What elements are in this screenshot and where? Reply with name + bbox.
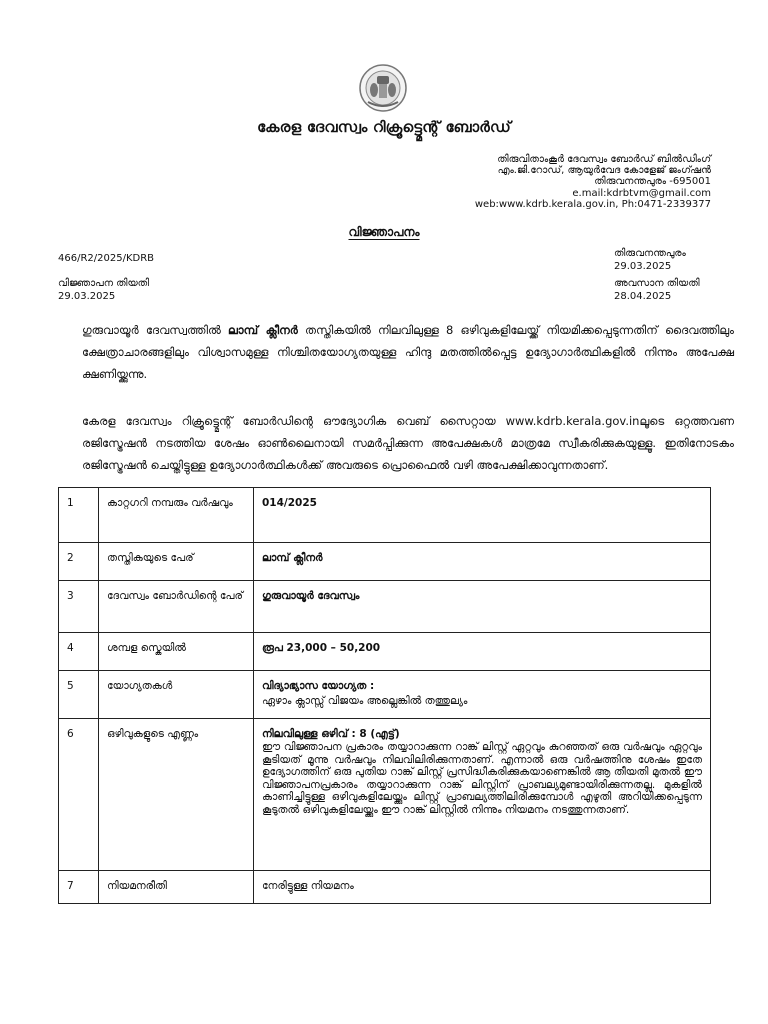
web-phone-line: web:www.kdrb.kerala.gov.in, Ph:0471-2339377: [474, 198, 711, 210]
details-table: [58, 487, 711, 904]
table-row: [59, 488, 711, 543]
notice-date: 29.03.2025: [58, 290, 116, 302]
row-number: 4: [59, 633, 99, 671]
place-date: 29.03.2025: [614, 260, 672, 272]
vacancy-title: നിലവിലുള്ള ഒഴിവ് : 8 (എട്ട്): [262, 728, 400, 740]
table-row: [59, 719, 711, 871]
post-name-inline: ലാമ്പ് ക്ലീനർ: [227, 323, 298, 337]
notice-date-label: വിജ്ഞാപന തിയതി: [58, 278, 149, 289]
registration-paragraph: കേരള ദേവസ്വം റിക്രൂട്ട്മെന്റ് ബോർഡിന്റെ ഔദ്യോഗിക വെബ് സൈറ്റായ www.kdrb.kerala.gov.inലൂടെ ഒറ്റത്തവണ രജിസ്ട്രേഷൻ നടത്തിയ ശേഷം ഓൺലൈനായി സമർപ്പിക്കുന്ന അപേക്ഷകൾ മാത്രമേ സ്വീകരിക്കുകയുള്ളൂ. ഇതിനോടകം രജിസ്ട്രേഷൻ ചെയ്തിട്ടുള്ള ഉദ്യോഗാർത്ഥികൾക്ക് അവരുടെ പ്രൊഫൈൽ വഴി അപേക്ഷിക്കാവുന്നതാണ്.: [82, 414, 734, 472]
row-number: 2: [59, 543, 99, 581]
last-date-block: [614, 278, 700, 303]
place-date-block: [614, 248, 686, 273]
row-label: കാറ്റഗറി നമ്പരും വർഷവും: [99, 488, 254, 543]
row-number: 6: [59, 719, 99, 871]
qualification-title: വിദ്യാഭ്യാസ യോഗ്യത :: [262, 680, 375, 692]
address-block: [475, 154, 711, 210]
address-line: തിരുവനന്തപുരം -695001: [594, 176, 711, 188]
row-label: തസ്തികയുടെ പേര്: [99, 543, 254, 581]
row-label: യോഗ്യതകൾ: [99, 671, 254, 719]
row-value: 014/2025: [254, 488, 711, 543]
last-date: 28.04.2025: [614, 290, 672, 302]
row-value: രൂപ 23,000 – 50,200: [254, 633, 711, 671]
vacancy-text: ഈ വിജ്ഞാപന പ്രകാരം തയ്യാറാക്കുന്ന റാങ്ക് ലിസ്റ്റ് ഏറ്റവും കുറഞ്ഞത് ഒരു വർഷവും ഏറ്റവും കൂടിയത് മൂന്നു വർഷവും നിലവിലിരിക്കുന്നതാണ്. എന്നാൽ ഒരു വർഷത്തിനു ശേഷം ഇതേ ഉദ്യോഗത്തിന് ഒരു പുതിയ റാങ്ക് ലിസ്റ്റ് പ്രസിദ്ധീകരിക്കുകയാണെങ്കിൽ ആ തീയതി മുതൽ ഈ വിജ്ഞാപനപ്രകാരം തയ്യാറാക്കുന്ന റാങ്ക് ലിസ്റ്റിന് പ്രാബല്യമുണ്ടായിരിക്കുന്നതല്ല. മുകളിൽ കാണിച്ചിട്ടുള്ള ഒഴിവുകളിലേയ്ക്കും ലിസ്റ്റ് പ്രാബല്യത്തിലിരിക്കുമ്പോൾ എഴുതി അറിയിക്കപ്പെടുന്ന കൂടുതൽ ഒഴിവുകളിലേയ്ക്കും ഈ റാങ്ക് ലിസ്റ്റിൽ നിന്നും നിയമനം നടത്തുന്നതാണ്.: [262, 741, 702, 816]
intro-paragraph: ഗുരുവായൂർ ദേവസ്വത്തിൽ ലാമ്പ് ക്ലീനർ തസ്തികയിൽ നിലവിലുള്ള 8 ഒഴിവുകളിലേയ്ക്ക് നിയമിക്കപ്പെടുന്നതിന് ദൈവത്തിലും ക്ഷേത്രാചാരങ്ങളിലും വിശ്വാസമുള്ള നിശ്ചിതയോഗ്യതയുള്ള ഹിന്ദു മതത്തിൽപ്പെട്ട ഉദ്യോഗാർത്ഥികളിൽ നിന്നും അപേക്ഷ ക്ഷണിയ്ക്കുന്നു.: [82, 323, 734, 381]
last-date-label: അവസാന തിയതി: [614, 278, 700, 289]
qualification-text: ഏഴാം ക്ലാസ്സ് വിജയം അല്ലെങ്കിൽ തത്തുല്യം: [262, 695, 468, 707]
row-label: ഒഴിവുകളുടെ എണ്ണം: [99, 719, 254, 871]
address-line: തിരുവിതാംകൂർ ദേവസ്വം ബോർഡ് ബിൽഡിംഗ്: [497, 154, 711, 165]
table-row: [59, 633, 711, 671]
row-number: 7: [59, 871, 99, 904]
table-row: [59, 543, 711, 581]
row-number: 5: [59, 671, 99, 719]
place-name: തിരുവനന്തപുരം: [614, 248, 686, 259]
row-value: ഗുരുവായൂർ ദേവസ്വം: [254, 581, 711, 633]
org-title: കേരള ദേവസ്വം റിക്രൂട്ട്മെന്റ് ബോർഡ്: [257, 118, 511, 136]
notice-date-block: [58, 278, 149, 303]
table-row: [59, 871, 711, 904]
row-label: ദേവസ്വം ബോർഡിന്റെ പേര്: [99, 581, 254, 633]
row-value: ലാമ്പ് ക്ലീനർ: [254, 543, 711, 581]
row-number: 3: [59, 581, 99, 633]
row-label: ശമ്പള സ്കെയിൽ: [99, 633, 254, 671]
reference-number: 466/R2/2025/KDRB: [58, 253, 155, 264]
row-value: നേരിട്ടുള്ള നിയമനം: [254, 871, 711, 904]
row-value: [254, 671, 711, 719]
kerala-emblem-icon: [358, 62, 408, 116]
table-row: [59, 671, 711, 719]
row-value: [254, 719, 711, 871]
address-line: എം.ജി.റോഡ്, ആയുർവേദ കോളേജ് ജംഗ്ഷൻ: [497, 165, 711, 177]
row-label: നിയമനരീതി: [99, 871, 254, 904]
notice-heading: വിജ്ഞാപനം: [348, 225, 420, 239]
email-line: e.mail:kdrbtvm@gmail.com: [572, 187, 711, 199]
row-number: 1: [59, 488, 99, 543]
table-row: [59, 581, 711, 633]
